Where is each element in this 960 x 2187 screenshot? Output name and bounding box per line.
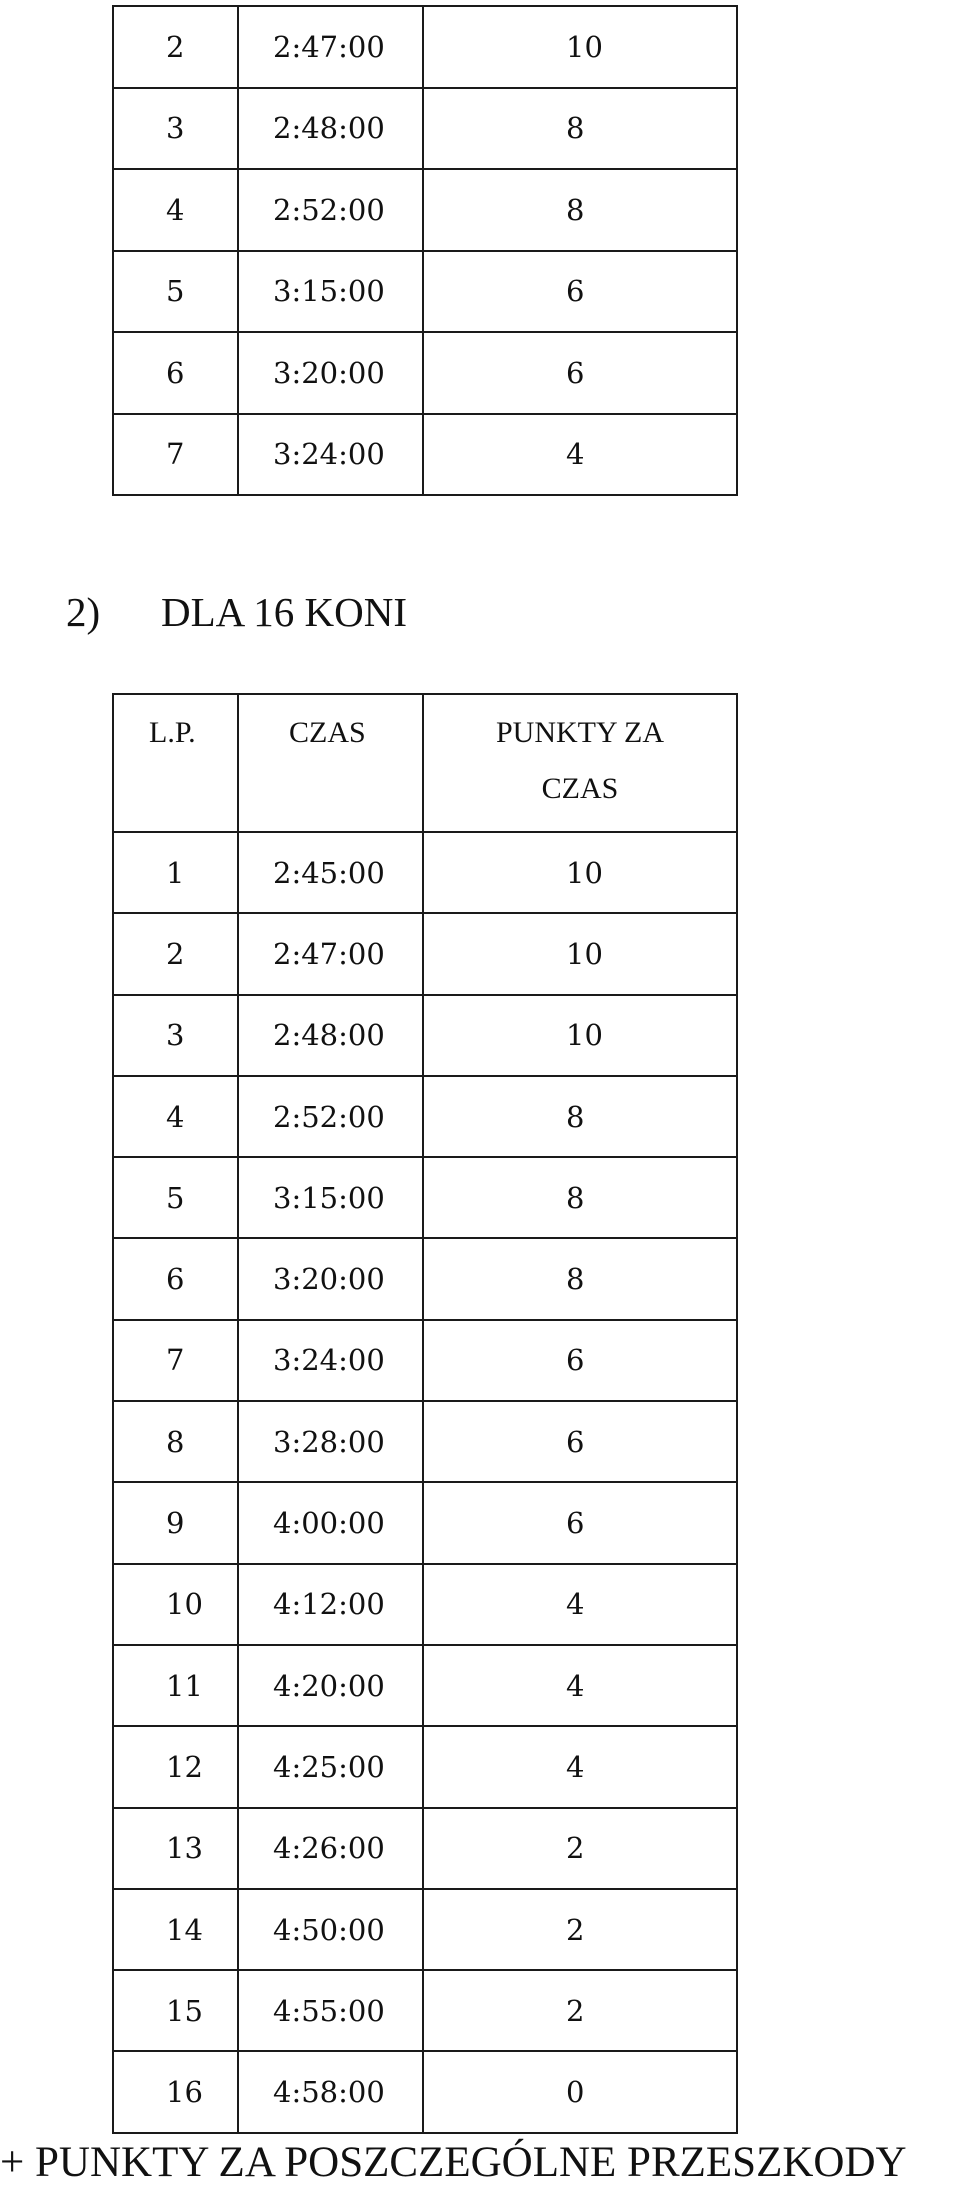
punkty-cell: 6 <box>423 1482 737 1563</box>
punkty-cell: 10 <box>423 913 737 994</box>
table-row <box>113 1238 737 1319</box>
punkty-cell: 2 <box>423 1808 737 1889</box>
lp-cell: 16 <box>113 2051 238 2132</box>
punkty-cell: 6 <box>423 1401 737 1482</box>
lp-cell: 9 <box>113 1482 238 1563</box>
punkty-cell: 2 <box>423 1889 737 1970</box>
punkty-cell: 10 <box>423 995 737 1076</box>
lp-cell: 6 <box>113 1238 238 1319</box>
lp-cell: 15 <box>113 1970 238 2051</box>
czas-cell: 4:26:00 <box>238 1808 423 1889</box>
czas-cell: 4:20:00 <box>238 1645 423 1726</box>
czas-cell: 3:24:00 <box>238 1320 423 1401</box>
punkty-cell: 8 <box>423 169 737 251</box>
lp-cell: 7 <box>113 1320 238 1401</box>
lp-cell: 8 <box>113 1401 238 1482</box>
table-row <box>113 1889 737 1970</box>
czas-cell: 4:12:00 <box>238 1564 423 1645</box>
table-row <box>113 332 737 414</box>
section-heading <box>66 588 407 636</box>
lp-cell: 6 <box>113 332 238 414</box>
table-row <box>113 169 737 251</box>
punkty-cell: 4 <box>423 1564 737 1645</box>
czas-cell: 2:52:00 <box>238 169 423 251</box>
scoring-table-16-horses <box>112 693 738 2134</box>
header-punkty: PUNKTY ZA CZAS <box>423 694 737 832</box>
table-row <box>113 995 737 1076</box>
scoring-table-bottom-body <box>113 694 737 2133</box>
czas-cell: 3:28:00 <box>238 1401 423 1482</box>
lp-cell: 3 <box>113 995 238 1076</box>
czas-cell: 4:55:00 <box>238 1970 423 2051</box>
czas-cell: 4:58:00 <box>238 2051 423 2132</box>
table-row <box>113 913 737 994</box>
table-row <box>113 1320 737 1401</box>
table-row <box>113 414 737 496</box>
punkty-cell: 10 <box>423 6 737 88</box>
punkty-cell: 6 <box>423 251 737 333</box>
czas-cell: 4:00:00 <box>238 1482 423 1563</box>
lp-cell: 10 <box>113 1564 238 1645</box>
czas-cell: 3:20:00 <box>238 332 423 414</box>
table-row <box>113 1157 737 1238</box>
czas-cell: 3:15:00 <box>238 251 423 333</box>
table-row <box>113 832 737 913</box>
table-row <box>113 251 737 333</box>
lp-cell: 4 <box>113 1076 238 1157</box>
lp-cell: 5 <box>113 1157 238 1238</box>
lp-cell: 11 <box>113 1645 238 1726</box>
czas-cell: 2:47:00 <box>238 913 423 994</box>
punkty-cell: 4 <box>423 1726 737 1807</box>
punkty-cell: 8 <box>423 88 737 170</box>
lp-cell: 2 <box>113 913 238 994</box>
czas-cell: 2:47:00 <box>238 6 423 88</box>
punkty-cell: 8 <box>423 1157 737 1238</box>
lp-cell: 3 <box>113 88 238 170</box>
lp-cell: 2 <box>113 6 238 88</box>
czas-cell: 4:25:00 <box>238 1726 423 1807</box>
czas-cell: 4:50:00 <box>238 1889 423 1970</box>
lp-cell: 13 <box>113 1808 238 1889</box>
scoring-table-top <box>112 5 738 496</box>
table-row <box>113 1726 737 1807</box>
lp-cell: 5 <box>113 251 238 333</box>
punkty-cell: 4 <box>423 414 737 496</box>
section-title: DLA 16 KONI <box>161 589 407 635</box>
punkty-cell: 2 <box>423 1970 737 2051</box>
lp-cell: 12 <box>113 1726 238 1807</box>
czas-cell: 2:45:00 <box>238 832 423 913</box>
czas-cell: 2:52:00 <box>238 1076 423 1157</box>
czas-cell: 3:24:00 <box>238 414 423 496</box>
table-row <box>113 1564 737 1645</box>
czas-cell: 3:15:00 <box>238 1157 423 1238</box>
lp-cell: 4 <box>113 169 238 251</box>
table-row <box>113 1482 737 1563</box>
table-row <box>113 1645 737 1726</box>
header-lp: L.P. <box>113 694 238 832</box>
lp-cell: 1 <box>113 832 238 913</box>
punkty-cell: 6 <box>423 1320 737 1401</box>
punkty-cell: 4 <box>423 1645 737 1726</box>
czas-cell: 3:20:00 <box>238 1238 423 1319</box>
table-row <box>113 1808 737 1889</box>
lp-cell: 14 <box>113 1889 238 1970</box>
punkty-cell: 0 <box>423 2051 737 2132</box>
table-row <box>113 1970 737 2051</box>
table-row <box>113 1076 737 1157</box>
footer-note: + PUNKTY ZA POSZCZEGÓLNE PRZESZKODY <box>0 2139 907 2186</box>
czas-cell: 2:48:00 <box>238 88 423 170</box>
punkty-cell: 8 <box>423 1238 737 1319</box>
table-row <box>113 2051 737 2132</box>
table-header-row <box>113 694 737 832</box>
punkty-cell: 8 <box>423 1076 737 1157</box>
scoring-table-top-body <box>113 6 737 495</box>
table-row <box>113 88 737 170</box>
czas-cell: 2:48:00 <box>238 995 423 1076</box>
table-row <box>113 1401 737 1482</box>
punkty-cell: 10 <box>423 832 737 913</box>
lp-cell: 7 <box>113 414 238 496</box>
header-czas: CZAS <box>238 694 423 832</box>
section-number: 2) <box>66 589 101 635</box>
punkty-cell: 6 <box>423 332 737 414</box>
table-row <box>113 6 737 88</box>
